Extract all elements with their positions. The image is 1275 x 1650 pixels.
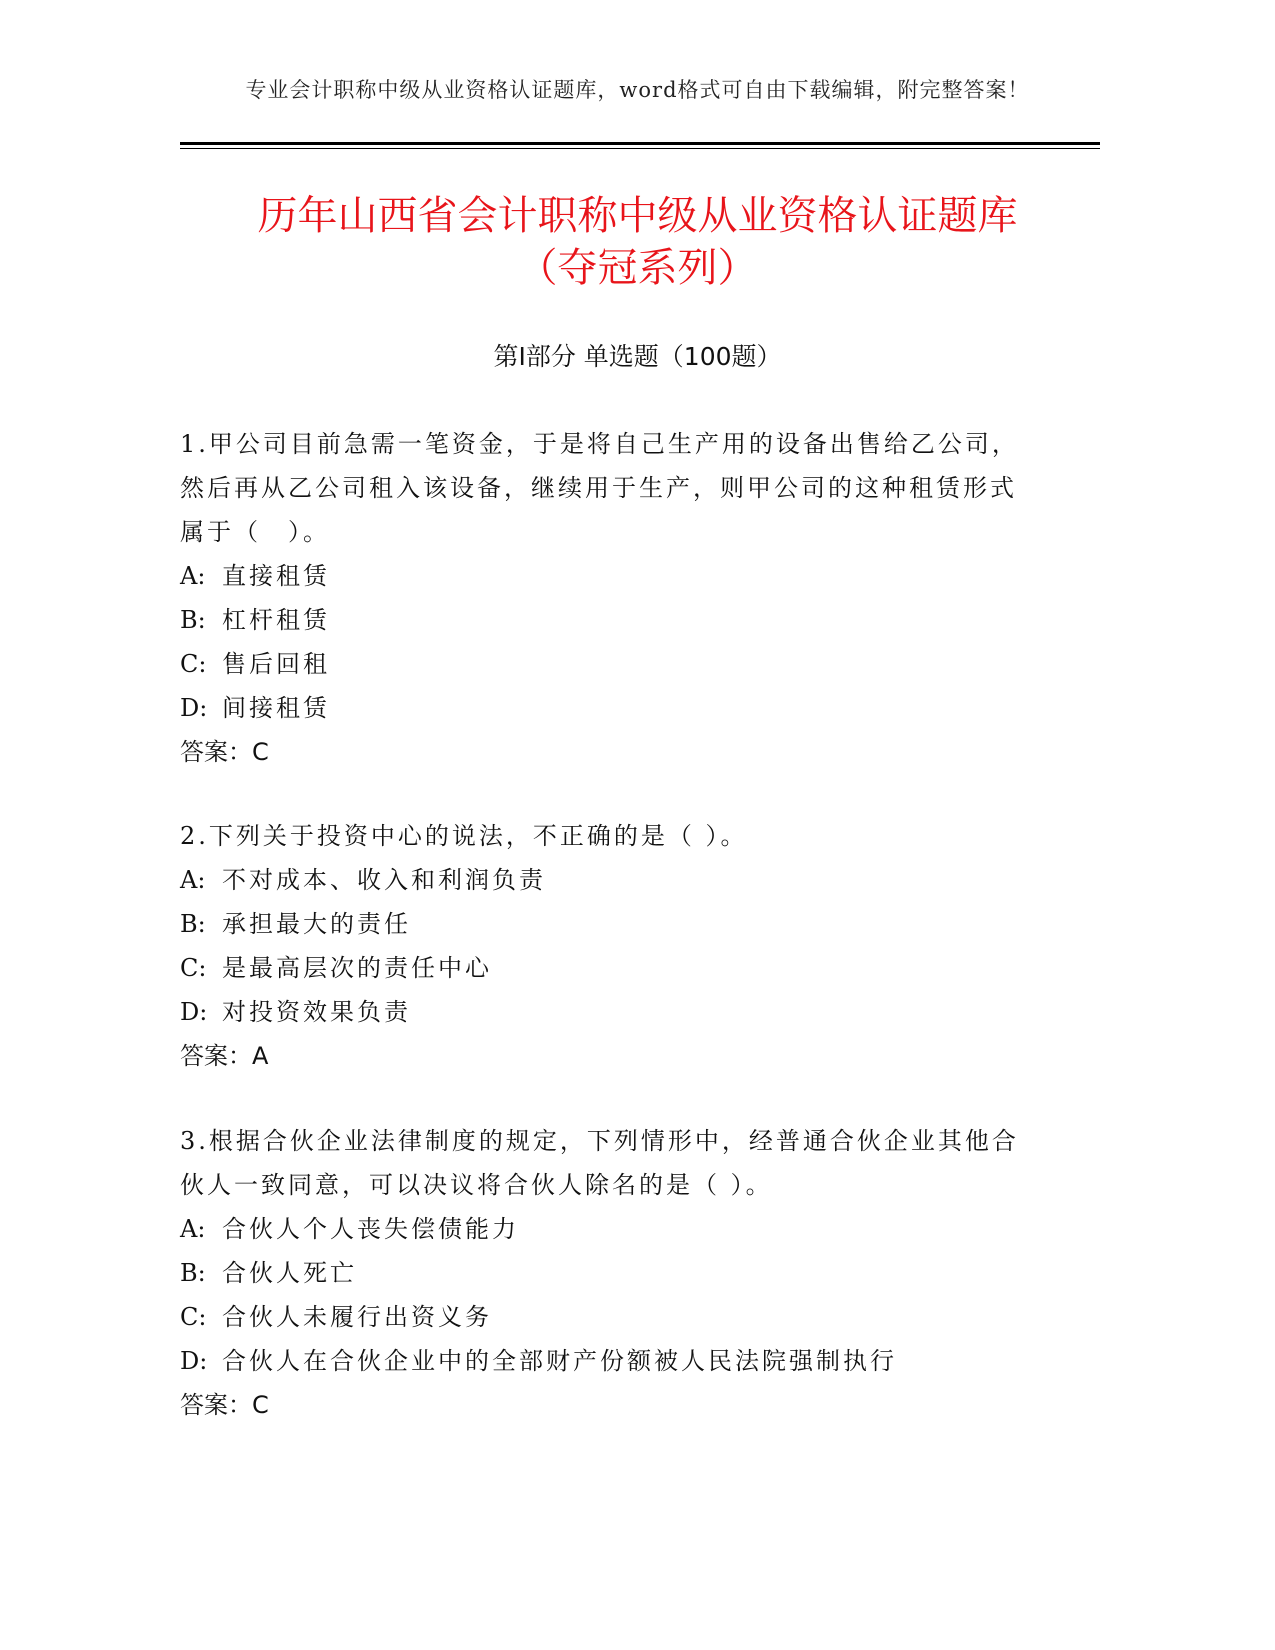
header-rule-thick bbox=[180, 142, 1100, 145]
option-a bbox=[180, 554, 1040, 598]
option-d bbox=[180, 1339, 1040, 1383]
option-c bbox=[180, 946, 1040, 990]
option-text: 合伙人死亡 bbox=[222, 1259, 357, 1287]
question-stem: 3.根据合伙企业法律制度的规定，下列情形中，经普通合伙企业其他合伙人一致同意，可以决议将合伙人除名的是（ ）。 bbox=[180, 1127, 1019, 1199]
option-key: D: bbox=[180, 1347, 208, 1375]
option-key: B: bbox=[180, 1259, 206, 1287]
option-d bbox=[180, 990, 1040, 1034]
option-text: 对投资效果负责 bbox=[222, 998, 411, 1026]
header-note: 专业会计职称中级从业资格认证题库，word格式可自由下载编辑，附完整答案！ bbox=[245, 78, 1030, 102]
option-text: 是最高层次的责任中心 bbox=[222, 954, 492, 982]
option-a bbox=[180, 1207, 1040, 1251]
document-title-line-1: 历年山西省会计职称中级从业资格认证题库 bbox=[257, 193, 1018, 239]
question-stem: 1.甲公司目前急需一笔资金，于是将自己生产用的设备出售给乙公司，然后再从乙公司租入该设备，继续用于生产，则甲公司的这种租赁形式属于（ ）。 bbox=[180, 430, 1019, 546]
option-c bbox=[180, 1295, 1040, 1339]
document-title bbox=[0, 190, 1275, 294]
question-stem: 2.下列关于投资中心的说法，不正确的是（ ）。 bbox=[180, 822, 748, 850]
question-1 bbox=[180, 422, 1040, 774]
question-2 bbox=[180, 814, 1040, 1078]
option-text: 不对成本、收入和利润负责 bbox=[222, 866, 546, 894]
option-key: C: bbox=[180, 954, 207, 982]
answer: 答案：C bbox=[180, 738, 269, 766]
option-a bbox=[180, 858, 1040, 902]
option-key: C: bbox=[180, 1303, 207, 1331]
answer: 答案：C bbox=[180, 1391, 269, 1419]
option-key: D: bbox=[180, 694, 208, 722]
option-text: 售后回租 bbox=[222, 650, 330, 678]
option-text: 杠杆租赁 bbox=[222, 606, 330, 634]
option-key: B: bbox=[180, 606, 206, 634]
option-b bbox=[180, 902, 1040, 946]
option-key: D: bbox=[180, 998, 208, 1026]
option-text: 间接租赁 bbox=[222, 694, 330, 722]
option-key: A: bbox=[180, 1215, 206, 1243]
document-title-line-2: （夺冠系列） bbox=[517, 245, 758, 291]
option-c bbox=[180, 642, 1040, 686]
answer: 答案：A bbox=[180, 1042, 269, 1070]
option-b bbox=[180, 1251, 1040, 1295]
option-text: 合伙人在合伙企业中的全部财产份额被人民法院强制执行 bbox=[222, 1347, 897, 1375]
option-key: B: bbox=[180, 910, 206, 938]
option-text: 直接租赁 bbox=[222, 562, 330, 590]
option-key: A: bbox=[180, 866, 206, 894]
option-text: 合伙人未履行出资义务 bbox=[222, 1303, 492, 1331]
option-key: A: bbox=[180, 562, 206, 590]
option-text: 承担最大的责任 bbox=[222, 910, 411, 938]
option-b bbox=[180, 598, 1040, 642]
option-text: 合伙人个人丧失偿债能力 bbox=[222, 1215, 519, 1243]
section-title: 第Ⅰ部分 单选题（100题） bbox=[493, 342, 782, 371]
question-3 bbox=[180, 1119, 1040, 1427]
header-rule-thin bbox=[180, 148, 1100, 149]
option-key: C: bbox=[180, 650, 207, 678]
option-d bbox=[180, 686, 1040, 730]
